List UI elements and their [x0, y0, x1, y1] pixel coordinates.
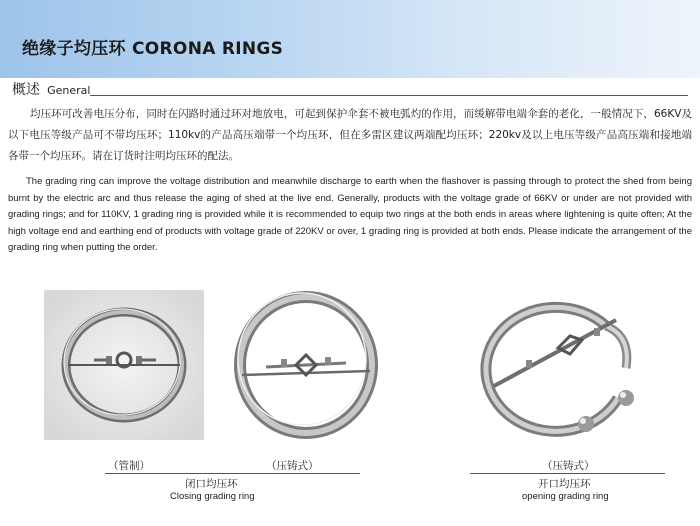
open-ring-label-en: opening grading ring — [522, 491, 609, 502]
caption-divider-closed — [105, 473, 360, 474]
closed-ring-label-en: Closing grading ring — [170, 491, 255, 502]
section-heading — [12, 79, 90, 99]
title-banner — [0, 0, 700, 78]
diecast-closed-ring-photo — [226, 285, 386, 445]
caption-divider-open — [470, 473, 665, 474]
caption-diecast-type-open: （压铸式） — [542, 460, 595, 472]
section-title-en: General — [47, 84, 91, 97]
description-en: The grading ring can improve the voltage distribution and meanwhile discharge to earth when the flashover is passing through to protect the shed from being burnt by the electric arc and thus release the aging of shed at the live end. Generally, products with the voltage grade of 66KV or under are not provided with grading rings; and for 110KV, 1 grading ring is provided while it is recommended to equip two rings at the both ends in areas where lightening is quite often; At the high voltage end and earthing end of products with voltage grade of 220KV or over, 1 grading ring is provided at both ends. Please indicate the arrangement of the grading ring when putting the order. — [8, 176, 692, 253]
tube-closed-ring-photo — [44, 290, 204, 440]
section-title-cn: 概述 — [12, 82, 40, 98]
open-ring-photo — [466, 298, 656, 448]
caption-tube-type: （管制） — [108, 460, 150, 472]
closed-ring-label-cn: 闭口均压环 — [185, 478, 238, 490]
description-cn: 均压环可改善电压分布，同时在闪路时通过环对地放电，可起到保护伞套不被电弧灼的作用，而缓解带电端伞套的老化，一般情况下，66KV及以下电压等级产品可不带均压环；110kv的产品高压端带一个均压环，但在多雷区建议两端配均压环；220kv及以上电压等级产品高压端和接地端各带一个均压环。请在订货时注明均压环的配法。 — [8, 108, 692, 162]
caption-diecast-type-closed: （压铸式） — [266, 460, 319, 472]
open-ring-label-cn: 开口均压环 — [538, 478, 591, 490]
page-title: 绝缘子均压环 CORONA RINGS — [22, 39, 284, 59]
section-divider — [90, 95, 688, 96]
